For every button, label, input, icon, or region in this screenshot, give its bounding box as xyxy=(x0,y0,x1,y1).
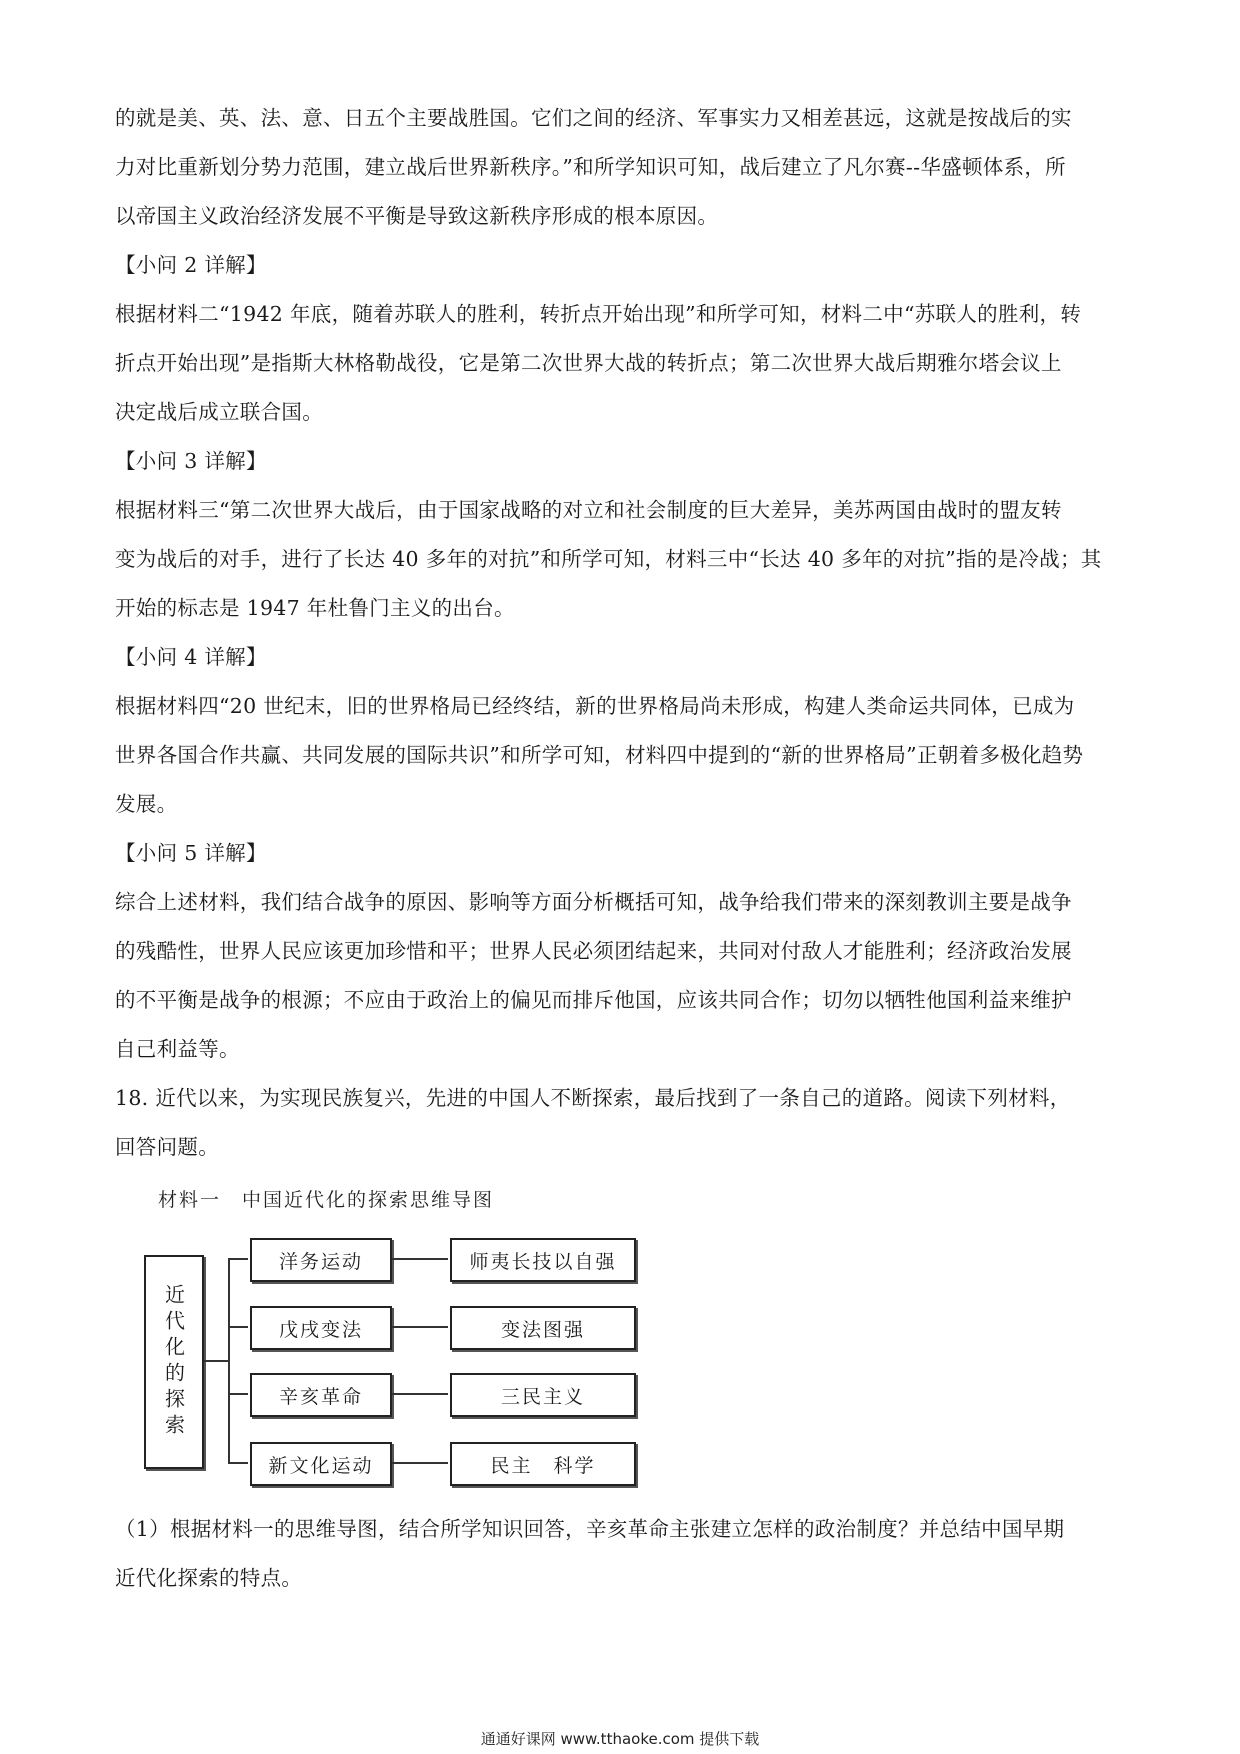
paragraph-line: 发展。 xyxy=(115,792,178,816)
paragraph-line: 决定战后成立联合国。 xyxy=(115,400,323,424)
connector xyxy=(228,1326,248,1328)
paragraph-line: 根据材料三“第二次世界大战后，由于国家战略的对立和社会制度的巨大差异，美苏两国由战时的盟友转 xyxy=(115,498,1062,522)
paragraph-line: 综合上述材料，我们结合战争的原因、影响等方面分析概括可知，战争给我们带来的深刻教训主要是战争 xyxy=(115,890,1072,914)
answer-body xyxy=(115,94,1135,1172)
mindmap-idea-box: 三民主义 xyxy=(450,1373,636,1417)
section-heading: 【小问 5 详解】 xyxy=(115,841,267,865)
section-heading: 【小问 3 详解】 xyxy=(115,449,267,473)
connector xyxy=(228,1258,230,1462)
connector xyxy=(228,1462,248,1464)
paragraph-line: 根据材料二“1942 年底，随着苏联人的胜利，转折点开始出现”和所学可知，材料二中“苏联人的胜利，转 xyxy=(115,302,1082,326)
paragraph-line: 自己利益等。 xyxy=(115,1037,240,1061)
mindmap-idea-box: 师夷长技以自强 xyxy=(450,1238,636,1282)
connector xyxy=(392,1326,448,1328)
section-heading: 【小问 4 详解】 xyxy=(115,645,267,669)
connector xyxy=(392,1462,448,1464)
paragraph-line: 根据材料四“20 世纪末，旧的世界格局已经终结，新的世界格局尚未形成，构建人类命运共同体，已成为 xyxy=(115,694,1075,718)
mindmap-event-box: 新文化运动 xyxy=(250,1442,392,1486)
question-stem: 18. 近代以来，为实现民族复兴，先进的中国人不断探索，最后找到了一条自己的道路。阅读下列材料， xyxy=(115,1086,1071,1110)
question-stem: 回答问题。 xyxy=(115,1135,219,1159)
mindmap-root: 近代化的探索 xyxy=(144,1255,204,1469)
mindmap-idea-box: 变法图强 xyxy=(450,1306,636,1350)
paragraph-line: 开始的标志是 1947 年杜鲁门主义的出台。 xyxy=(115,596,515,620)
mindmap-idea-box: 民主 科学 xyxy=(450,1442,636,1486)
paragraph-line: 世界各国合作共赢、共同发展的国际共识”和所学可知，材料四中提到的“新的世界格局”正朝着多极化趋势 xyxy=(115,743,1084,767)
connector xyxy=(392,1393,448,1395)
paragraph-line: 变为战后的对手，进行了长达 40 多年的对抗”和所学可知，材料三中“长达 40 多年的对抗”指的是冷战；其 xyxy=(115,547,1102,571)
mindmap-event-box: 辛亥革命 xyxy=(250,1373,392,1417)
sub-question xyxy=(115,1505,1135,1603)
connector xyxy=(392,1258,448,1260)
question-line: 近代化探索的特点。 xyxy=(115,1566,303,1590)
paragraph-line: 的不平衡是战争的根源；不应由于政治上的偏见而排斥他国，应该共同合作；切勿以牺牲他国利益来维护 xyxy=(115,988,1072,1012)
mindmap-diagram xyxy=(140,1225,700,1505)
mindmap-event-box: 戊戌变法 xyxy=(250,1306,392,1350)
paragraph-line: 的残酷性，世界人民应该更加珍惜和平；世界人民必须团结起来，共同对付敌人才能胜利；经济政治发展 xyxy=(115,939,1072,963)
page-footer: 通通好课网 www.tthaoke.com 提供下载 xyxy=(480,1730,760,1748)
mindmap-caption: 材料一 中国近代化的探索思维导图 xyxy=(158,1189,495,1211)
paragraph-line: 的就是美、英、法、意、日五个主要战胜国。它们之间的经济、军事实力又相差甚远，这就是按战后的实 xyxy=(115,106,1072,130)
connector xyxy=(204,1360,228,1362)
section-heading: 【小问 2 详解】 xyxy=(115,253,267,277)
mindmap-event-box: 洋务运动 xyxy=(250,1238,392,1282)
connector xyxy=(228,1393,248,1395)
paragraph-line: 以帝国主义政治经济发展不平衡是导致这新秩序形成的根本原因。 xyxy=(115,204,719,228)
question-line: （1）根据材料一的思维导图，结合所学知识回答，辛亥革命主张建立怎样的政治制度？并总结中国早期 xyxy=(115,1517,1065,1541)
paragraph-line: 力对比重新划分势力范围，建立战后世界新秩序。”和所学知识可知，战后建立了凡尔赛--华盛顿体系，所 xyxy=(115,155,1066,179)
connector xyxy=(228,1258,248,1260)
paragraph-line: 折点开始出现”是指斯大林格勒战役，它是第二次世界大战的转折点；第二次世界大战后期雅尔塔会议上 xyxy=(115,351,1062,375)
